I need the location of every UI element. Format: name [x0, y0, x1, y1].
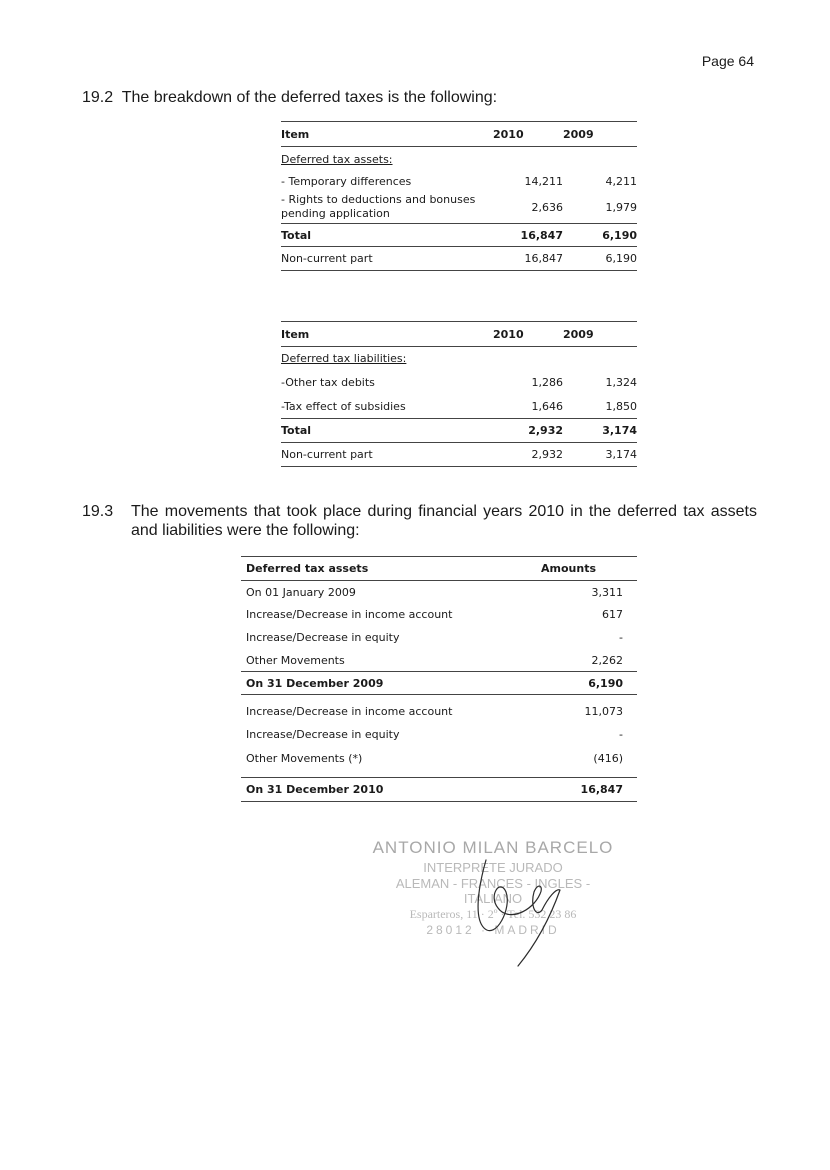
- col-header-item: Deferred tax assets: [246, 562, 369, 575]
- total-value-2009: 6,190: [602, 228, 637, 242]
- table-row: [241, 695, 637, 723]
- group-label-row: [281, 347, 637, 371]
- section-number: 19.2: [82, 89, 114, 106]
- subtotal-label: On 31 December 2009: [246, 676, 384, 690]
- subtotal-amount: 6,190: [588, 676, 623, 690]
- row-label: Other Movements (*): [246, 752, 363, 765]
- noncurrent-value-2009: 6,190: [605, 252, 637, 265]
- group-label: Deferred tax liabilities:: [281, 352, 407, 366]
- row-label: On 01 January 2009: [246, 586, 356, 600]
- row-label: Increase/Decrease in income account: [246, 608, 453, 621]
- row-label: Other Movements: [246, 653, 345, 667]
- table-row: [281, 395, 637, 419]
- row-amount: 617: [602, 608, 623, 621]
- table-row: [241, 746, 637, 772]
- table-row: [281, 172, 637, 192]
- row-value-2010: 2,636: [531, 200, 563, 214]
- total-value-2010: 2,932: [528, 424, 563, 437]
- total-row: [281, 224, 637, 247]
- row-value-2009: 1,979: [605, 200, 637, 214]
- page-number: Page 64: [701, 53, 754, 69]
- noncurrent-value-2010: 2,932: [531, 448, 563, 461]
- col-header-2009: 2009: [563, 127, 594, 141]
- row-label: -Tax effect of subsidies: [281, 399, 406, 413]
- col-header-amounts: Amounts: [541, 562, 596, 575]
- col-header-item: Item: [281, 327, 310, 341]
- group-label-row: [281, 147, 637, 172]
- stamp-address: Esparteros, 11 · 2º · Tel. 532 23 86: [409, 907, 577, 921]
- row-value-2010: 14,211: [524, 175, 563, 188]
- deferred-tax-assets-table: [281, 121, 637, 271]
- col-header-2010: 2010: [493, 127, 524, 141]
- table-header-row: [241, 557, 637, 581]
- col-header-2010: 2010: [493, 327, 524, 341]
- table-header-row: [281, 322, 637, 347]
- row-value-2010: 1,286: [531, 376, 563, 389]
- total-label: Total: [281, 424, 312, 437]
- section-text: The breakdown of the deferred taxes is the following:: [121, 89, 498, 106]
- row-amount: -: [619, 630, 623, 644]
- stamp-title: INTERPRETE JURADO: [423, 860, 563, 875]
- signature-icon: [440, 848, 580, 973]
- row-value-2009: 4,211: [605, 175, 637, 188]
- total-amount: 16,847: [580, 783, 623, 796]
- total-value-2009: 3,174: [602, 424, 637, 437]
- subtotal-row: [241, 672, 637, 695]
- row-label: Increase/Decrease in equity: [246, 630, 400, 644]
- total-label: On 31 December 2010: [246, 783, 384, 796]
- table-row: [241, 723, 637, 746]
- row-amount: 3,311: [591, 586, 623, 600]
- stamp-city: 28012 · MADRID: [426, 923, 560, 937]
- noncurrent-row: [281, 247, 637, 271]
- row-label: - Rights to deductions and bonuses pending application: [281, 193, 476, 221]
- table-row: [241, 605, 637, 625]
- section-19-2-heading: [82, 88, 497, 107]
- row-label: Increase/Decrease in equity: [246, 727, 400, 741]
- row-amount: -: [619, 727, 623, 741]
- col-header-item: Item: [281, 127, 310, 141]
- table-header-row: [281, 122, 637, 147]
- row-label: -Other tax debits: [281, 376, 375, 389]
- total-value-2010: 16,847: [520, 228, 563, 242]
- row-label: Increase/Decrease in income account: [246, 704, 453, 718]
- row-label: - Temporary differences: [281, 175, 412, 188]
- total-row: [241, 778, 637, 802]
- total-label: Total: [281, 228, 312, 242]
- section-number: 19.3: [82, 503, 114, 520]
- row-amount: 11,073: [584, 704, 623, 718]
- group-label: Deferred tax assets:: [281, 152, 393, 166]
- noncurrent-label: Non-current part: [281, 448, 373, 461]
- deferred-tax-movements-table: [241, 556, 637, 802]
- row-amount: 2,262: [591, 653, 623, 667]
- table-row: [241, 625, 637, 650]
- stamp-languages: ALEMAN - FRANCES - INGLES - ITALIANO: [395, 876, 591, 906]
- noncurrent-value-2010: 16,847: [524, 252, 563, 265]
- table-row: [281, 371, 637, 395]
- noncurrent-value-2009: 3,174: [605, 448, 637, 461]
- noncurrent-row: [281, 443, 637, 467]
- row-value-2009: 1,324: [605, 376, 637, 389]
- noncurrent-label: Non-current part: [281, 252, 373, 265]
- row-amount: (416): [593, 752, 623, 765]
- section-19-3-heading: [82, 502, 757, 540]
- deferred-tax-liabilities-table: [281, 321, 637, 467]
- stamp-name: ANTONIO MILAN BARCELO: [372, 838, 614, 857]
- row-value-2010: 1,646: [531, 399, 563, 413]
- col-header-2009: 2009: [563, 327, 594, 341]
- table-row: [241, 581, 637, 605]
- table-row: [241, 650, 637, 672]
- table-row: [281, 192, 637, 224]
- section-text: The movements that took place during financial years 2010 in the deferred tax assets and liabilities were the following:: [131, 503, 757, 539]
- row-value-2009: 1,850: [605, 399, 637, 413]
- total-row: [281, 419, 637, 443]
